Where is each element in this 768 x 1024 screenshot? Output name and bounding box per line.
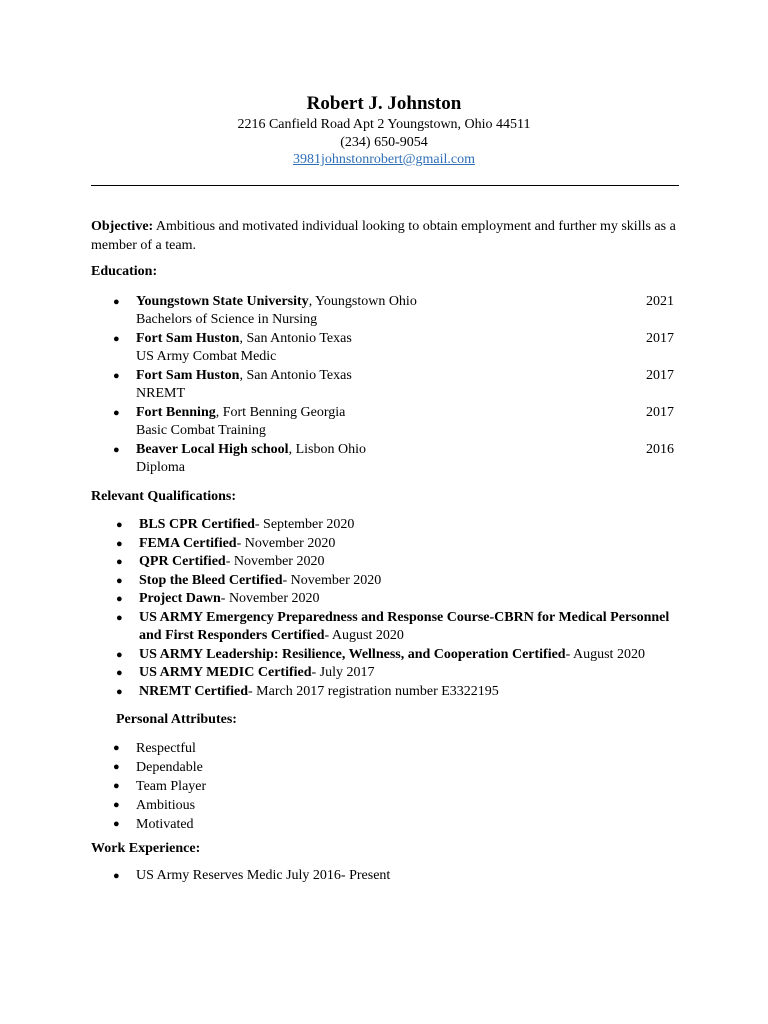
list-item [91, 367, 681, 404]
list-item [91, 646, 681, 665]
bullet-icon: ● [113, 870, 120, 882]
list-item [91, 441, 681, 478]
list-item [91, 758, 681, 777]
qualification-detail: - November 2020 [220, 591, 320, 606]
school-name: Fort Sam Huston [136, 330, 240, 346]
resume-body [91, 218, 681, 886]
school-location: , Youngstown Ohio [308, 293, 417, 309]
qualification-detail: - March 2017 registration number E3322195 [248, 683, 499, 699]
school-name: Fort Sam Huston [136, 367, 240, 383]
bullet-icon: ● [113, 741, 120, 754]
bullet-icon: ● [116, 593, 123, 605]
qualification-detail: - August 2020 [565, 646, 645, 662]
attributes-title: Personal Attributes: [116, 712, 237, 727]
education-year: 2017 [646, 330, 674, 346]
education-detail: Bachelors of Science in Nursing [136, 312, 318, 327]
list-item [91, 867, 681, 886]
school-location: , San Antonio Texas [239, 367, 352, 383]
list-item [91, 777, 681, 796]
qualification-detail: - July 2017 [311, 665, 375, 680]
list-item [91, 572, 681, 591]
qualifications-title: Relevant Qualifications: [91, 488, 237, 504]
qualification-detail: - November 2020 [236, 535, 336, 551]
qualifications-list [91, 516, 681, 701]
bullet-icon: ● [113, 817, 120, 830]
bullet-icon: ● [116, 537, 123, 550]
bullet-icon: ● [116, 667, 123, 679]
bullet-icon: ● [116, 685, 123, 698]
list-item [91, 796, 681, 815]
bullet-icon: ● [113, 798, 120, 811]
qualification-detail: - November 2020 [225, 554, 325, 569]
education-year: 2017 [646, 404, 674, 420]
qualification-name: QPR Certified [139, 554, 226, 569]
education-title: Education: [91, 264, 158, 279]
list-item [91, 535, 681, 554]
bullet-icon: ● [116, 648, 123, 661]
qualification-name: US ARMY Leadership: Resilience, Wellness, and Cooperation Certified [139, 646, 566, 662]
list-item [91, 683, 681, 702]
qualification-name: NREMT Certified [139, 683, 248, 699]
bullet-icon: ● [113, 295, 120, 308]
list-item [91, 516, 681, 535]
education-year: 2017 [646, 367, 674, 383]
qualification-name: BLS CPR Certified [139, 517, 255, 532]
list-item [91, 553, 681, 572]
attribute-label: Ambitious [136, 797, 196, 813]
list-item [91, 330, 681, 367]
education-list [91, 293, 681, 478]
school-name: Beaver Local High school [136, 441, 289, 457]
qualification-detail: - August 2020 [324, 628, 404, 643]
attributes-list [91, 739, 681, 834]
bullet-icon: ● [113, 443, 120, 456]
email-link[interactable]: 3981johnstonrobert@gmail.com [292, 152, 476, 167]
phone-line: (234) 650-9054 [340, 134, 428, 150]
school-location: , San Antonio Texas [239, 330, 352, 346]
bullet-icon: ● [116, 574, 123, 587]
resume-header [0, 92, 768, 169]
attribute-label: Respectful [136, 740, 196, 756]
list-item [91, 293, 681, 330]
header-divider [91, 185, 679, 186]
list-item [91, 590, 681, 609]
applicant-name: Robert J. Johnston [306, 93, 462, 114]
school-location: , Fort Benning Georgia [215, 404, 346, 420]
qualification-name: US ARMY MEDIC Certified [139, 665, 312, 680]
work-list [91, 867, 681, 886]
objective-text: Ambitious and motivated individual looking to obtain employment and further my skills as a member of a team. [91, 219, 676, 253]
list-item [91, 815, 681, 834]
education-year: 2021 [646, 293, 674, 309]
school-name: Fort Benning [136, 404, 216, 420]
qualification-name: US ARMY Emergency Preparedness and Response Course-CBRN for Medical Personnel and First Responders Certified [139, 609, 670, 643]
education-detail: NREMT [136, 386, 185, 401]
list-item [91, 404, 681, 441]
address-line: 2216 Canfield Road Apt 2 Youngstown, Ohio 44511 [237, 117, 531, 132]
bullet-icon: ● [113, 779, 120, 792]
education-detail: Diploma [136, 460, 185, 475]
work-title: Work Experience: [91, 840, 201, 856]
school-name: Youngstown State University [136, 293, 309, 309]
bullet-icon: ● [113, 332, 120, 345]
bullet-icon: ● [113, 369, 120, 382]
qualification-name: Stop the Bleed Certified [139, 572, 283, 588]
qualification-name: Project Dawn [139, 591, 221, 606]
bullet-icon: ● [113, 406, 120, 419]
qualification-detail: - November 2020 [282, 572, 382, 588]
attribute-label: Team Player [136, 778, 207, 794]
education-detail: Basic Combat Training [136, 423, 266, 438]
attribute-label: Motivated [136, 816, 194, 832]
attribute-label: Dependable [136, 759, 203, 775]
school-location: , Lisbon Ohio [288, 441, 366, 457]
qualification-name: FEMA Certified [139, 535, 237, 551]
bullet-icon: ● [113, 760, 120, 773]
list-item [91, 609, 681, 646]
education-year: 2016 [646, 441, 674, 457]
list-item [91, 664, 681, 683]
qualification-detail: - September 2020 [254, 517, 355, 532]
objective-label: Objective: [91, 219, 154, 234]
bullet-icon: ● [116, 611, 123, 624]
list-item [91, 739, 681, 758]
education-detail: US Army Combat Medic [136, 349, 277, 364]
work-entry: US Army Reserves Medic July 2016- Present [136, 868, 391, 883]
bullet-icon: ● [116, 556, 123, 568]
objective-paragraph [91, 218, 681, 255]
bullet-icon: ● [116, 519, 123, 531]
